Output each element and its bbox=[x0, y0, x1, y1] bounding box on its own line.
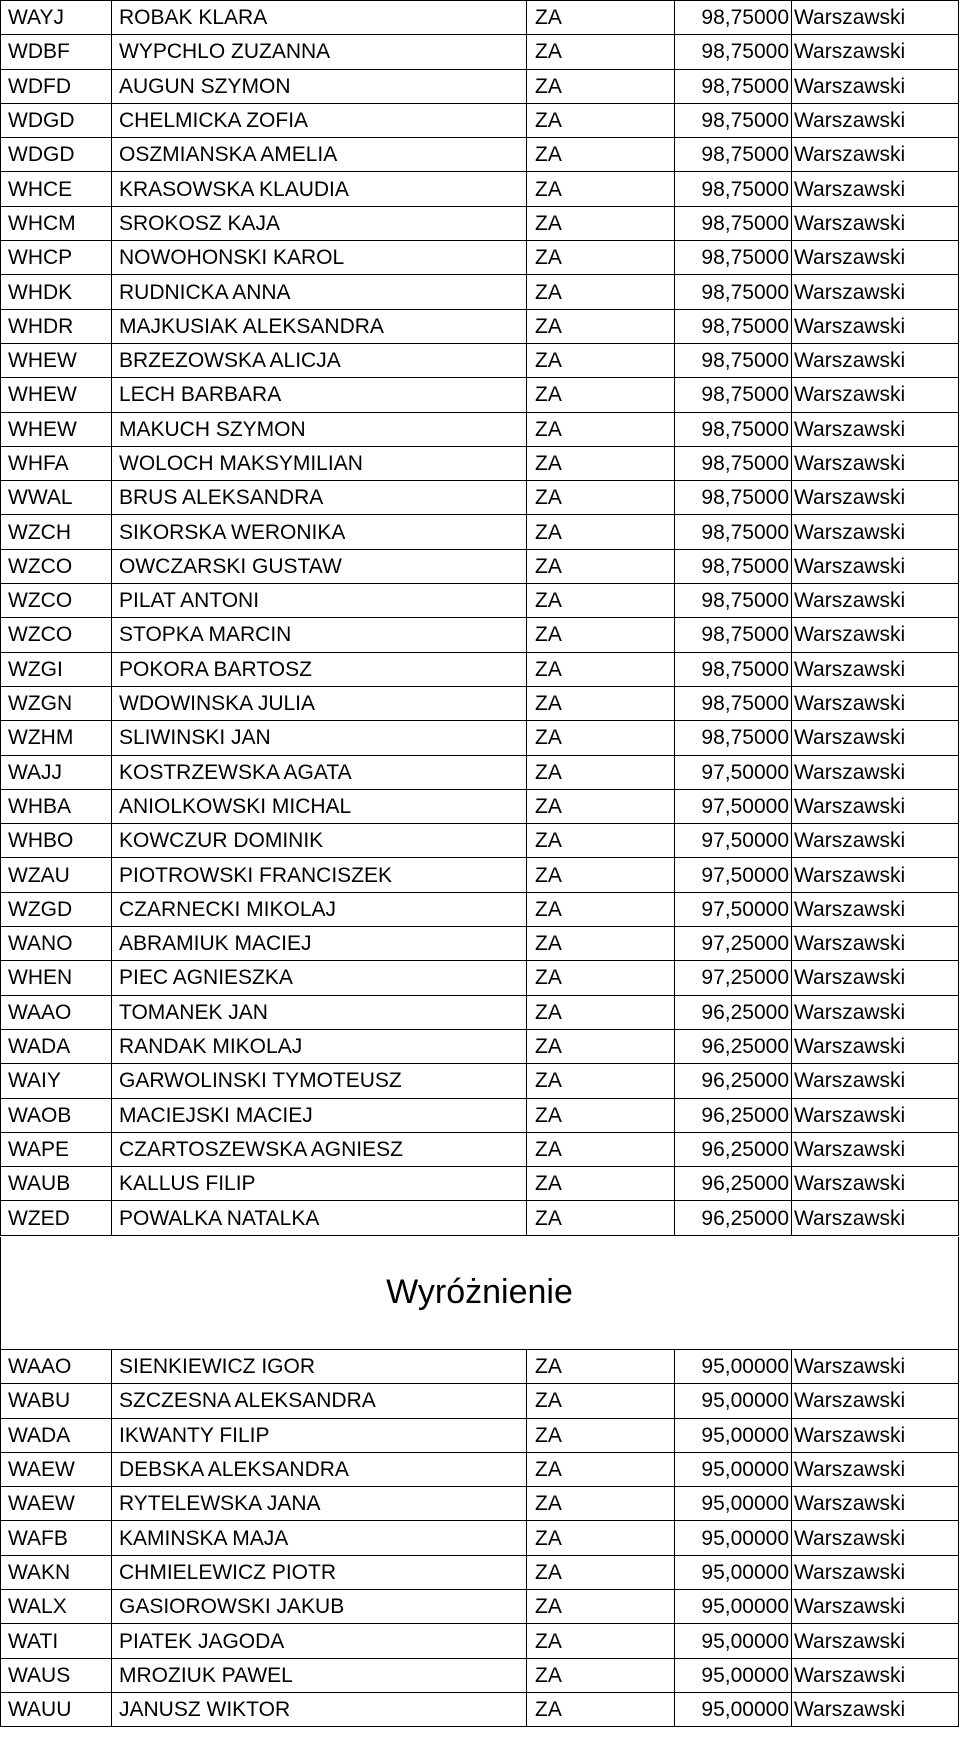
school-code-cell: WHEN bbox=[1, 961, 112, 995]
district-cell: Warszawski bbox=[792, 103, 959, 137]
student-name-cell: SLIWINSKI JAN bbox=[112, 721, 527, 755]
score-cell: 97,50000 bbox=[675, 858, 792, 892]
student-name-cell: MAJKUSIAK ALEKSANDRA bbox=[112, 309, 527, 343]
district-cell: Warszawski bbox=[792, 686, 959, 720]
school-code-cell: WHEW bbox=[1, 378, 112, 412]
school-code-cell: WZCO bbox=[1, 618, 112, 652]
school-code-cell: WAEW bbox=[1, 1487, 112, 1521]
district-cell: Warszawski bbox=[792, 1418, 959, 1452]
district-cell: Warszawski bbox=[792, 618, 959, 652]
score-cell: 97,25000 bbox=[675, 961, 792, 995]
score-cell: 96,25000 bbox=[675, 1098, 792, 1132]
table-row bbox=[1, 1064, 959, 1098]
district-cell: Warszawski bbox=[792, 652, 959, 686]
table-row bbox=[1, 1624, 959, 1658]
student-name-cell: AUGUN SZYMON bbox=[112, 69, 527, 103]
school-code-cell: WATI bbox=[1, 1624, 112, 1658]
result-category-cell: ZA bbox=[527, 1029, 675, 1063]
district-cell: Warszawski bbox=[792, 1098, 959, 1132]
school-code-cell: WAEW bbox=[1, 1452, 112, 1486]
school-code-cell: WDFD bbox=[1, 69, 112, 103]
table-row bbox=[1, 824, 959, 858]
district-cell: Warszawski bbox=[792, 481, 959, 515]
school-code-cell: WANO bbox=[1, 927, 112, 961]
table-row bbox=[1, 1132, 959, 1166]
student-name-cell: DEBSKA ALEKSANDRA bbox=[112, 1452, 527, 1486]
school-code-cell: WAIY bbox=[1, 1064, 112, 1098]
score-cell: 97,50000 bbox=[675, 789, 792, 823]
student-name-cell: SIKORSKA WERONIKA bbox=[112, 515, 527, 549]
student-name-cell: SROKOSZ KAJA bbox=[112, 206, 527, 240]
student-name-cell: GARWOLINSKI TYMOTEUSZ bbox=[112, 1064, 527, 1098]
district-cell: Warszawski bbox=[792, 35, 959, 69]
result-category-cell: ZA bbox=[527, 995, 675, 1029]
score-cell: 98,75000 bbox=[675, 686, 792, 720]
student-name-cell: OSZMIANSKA AMELIA bbox=[112, 138, 527, 172]
district-cell: Warszawski bbox=[792, 1, 959, 35]
school-code-cell: WAJJ bbox=[1, 755, 112, 789]
table-row bbox=[1, 446, 959, 480]
result-category-cell: ZA bbox=[527, 961, 675, 995]
district-cell: Warszawski bbox=[792, 995, 959, 1029]
score-cell: 98,75000 bbox=[675, 652, 792, 686]
school-code-cell: WHDK bbox=[1, 275, 112, 309]
score-cell: 96,25000 bbox=[675, 1029, 792, 1063]
table-row bbox=[1, 892, 959, 926]
result-category-cell: ZA bbox=[527, 789, 675, 823]
results-table-bottom-body bbox=[1, 1350, 959, 1727]
student-name-cell: PILAT ANTONI bbox=[112, 584, 527, 618]
student-name-cell: KAMINSKA MAJA bbox=[112, 1521, 527, 1555]
student-name-cell: CHMIELEWICZ PIOTR bbox=[112, 1555, 527, 1589]
student-name-cell: IKWANTY FILIP bbox=[112, 1418, 527, 1452]
score-cell: 98,75000 bbox=[675, 481, 792, 515]
score-cell: 95,00000 bbox=[675, 1384, 792, 1418]
table-row bbox=[1, 172, 959, 206]
result-category-cell: ZA bbox=[527, 1350, 675, 1384]
score-cell: 96,25000 bbox=[675, 995, 792, 1029]
school-code-cell: WAUB bbox=[1, 1167, 112, 1201]
district-cell: Warszawski bbox=[792, 927, 959, 961]
table-row bbox=[1, 1521, 959, 1555]
district-cell: Warszawski bbox=[792, 446, 959, 480]
school-code-cell: WHEW bbox=[1, 412, 112, 446]
result-category-cell: ZA bbox=[527, 1624, 675, 1658]
table-row bbox=[1, 1590, 959, 1624]
table-row bbox=[1, 1, 959, 35]
school-code-cell: WHCE bbox=[1, 172, 112, 206]
table-row bbox=[1, 138, 959, 172]
table-row bbox=[1, 686, 959, 720]
school-code-cell: WAKN bbox=[1, 1555, 112, 1589]
result-category-cell: ZA bbox=[527, 721, 675, 755]
school-code-cell: WWAL bbox=[1, 481, 112, 515]
score-cell: 97,50000 bbox=[675, 892, 792, 926]
student-name-cell: LECH BARBARA bbox=[112, 378, 527, 412]
table-row bbox=[1, 927, 959, 961]
score-cell: 98,75000 bbox=[675, 1, 792, 35]
school-code-cell: WHBA bbox=[1, 789, 112, 823]
school-code-cell: WALX bbox=[1, 1590, 112, 1624]
score-cell: 98,75000 bbox=[675, 412, 792, 446]
school-code-cell: WAOB bbox=[1, 1098, 112, 1132]
score-cell: 98,75000 bbox=[675, 309, 792, 343]
district-cell: Warszawski bbox=[792, 1521, 959, 1555]
result-category-cell: ZA bbox=[527, 378, 675, 412]
student-name-cell: CZARNECKI MIKOLAJ bbox=[112, 892, 527, 926]
score-cell: 95,00000 bbox=[675, 1658, 792, 1692]
school-code-cell: WAYJ bbox=[1, 1, 112, 35]
student-name-cell: PIOTROWSKI FRANCISZEK bbox=[112, 858, 527, 892]
school-code-cell: WZED bbox=[1, 1201, 112, 1235]
district-cell: Warszawski bbox=[792, 824, 959, 858]
school-code-cell: WZGN bbox=[1, 686, 112, 720]
result-category-cell: ZA bbox=[527, 1555, 675, 1589]
student-name-cell: WDOWINSKA JULIA bbox=[112, 686, 527, 720]
table-row bbox=[1, 103, 959, 137]
result-category-cell: ZA bbox=[527, 1132, 675, 1166]
result-category-cell: ZA bbox=[527, 1064, 675, 1098]
district-cell: Warszawski bbox=[792, 515, 959, 549]
result-category-cell: ZA bbox=[527, 1590, 675, 1624]
score-cell: 97,50000 bbox=[675, 824, 792, 858]
table-row bbox=[1, 481, 959, 515]
student-name-cell: WYPCHLO ZUZANNA bbox=[112, 35, 527, 69]
table-row bbox=[1, 1098, 959, 1132]
score-cell: 98,75000 bbox=[675, 618, 792, 652]
student-name-cell: PIATEK JAGODA bbox=[112, 1624, 527, 1658]
score-cell: 98,75000 bbox=[675, 721, 792, 755]
school-code-cell: WADA bbox=[1, 1418, 112, 1452]
student-name-cell: BRZEZOWSKA ALICJA bbox=[112, 343, 527, 377]
table-row bbox=[1, 755, 959, 789]
student-name-cell: NOWOHONSKI KAROL bbox=[112, 241, 527, 275]
result-category-cell: ZA bbox=[527, 1, 675, 35]
result-category-cell: ZA bbox=[527, 172, 675, 206]
result-category-cell: ZA bbox=[527, 858, 675, 892]
result-category-cell: ZA bbox=[527, 241, 675, 275]
student-name-cell: ABRAMIUK MACIEJ bbox=[112, 927, 527, 961]
student-name-cell: RANDAK MIKOLAJ bbox=[112, 1029, 527, 1063]
table-row bbox=[1, 1555, 959, 1589]
student-name-cell: KALLUS FILIP bbox=[112, 1167, 527, 1201]
result-category-cell: ZA bbox=[527, 1658, 675, 1692]
school-code-cell: WHCP bbox=[1, 241, 112, 275]
result-category-cell: ZA bbox=[527, 618, 675, 652]
district-cell: Warszawski bbox=[792, 721, 959, 755]
student-name-cell: KOWCZUR DOMINIK bbox=[112, 824, 527, 858]
score-cell: 95,00000 bbox=[675, 1418, 792, 1452]
score-cell: 98,75000 bbox=[675, 69, 792, 103]
table-row bbox=[1, 584, 959, 618]
table-row bbox=[1, 343, 959, 377]
school-code-cell: WAFB bbox=[1, 1521, 112, 1555]
result-category-cell: ZA bbox=[527, 412, 675, 446]
school-code-cell: WAPE bbox=[1, 1132, 112, 1166]
score-cell: 95,00000 bbox=[675, 1692, 792, 1726]
score-cell: 95,00000 bbox=[675, 1487, 792, 1521]
school-code-cell: WAAO bbox=[1, 995, 112, 1029]
score-cell: 96,25000 bbox=[675, 1201, 792, 1235]
district-cell: Warszawski bbox=[792, 1555, 959, 1589]
result-category-cell: ZA bbox=[527, 1521, 675, 1555]
result-category-cell: ZA bbox=[527, 824, 675, 858]
district-cell: Warszawski bbox=[792, 1487, 959, 1521]
table-row bbox=[1, 1452, 959, 1486]
table-row bbox=[1, 309, 959, 343]
score-cell: 98,75000 bbox=[675, 275, 792, 309]
district-cell: Warszawski bbox=[792, 1132, 959, 1166]
results-table-bottom bbox=[0, 1349, 959, 1727]
table-row bbox=[1, 515, 959, 549]
district-cell: Warszawski bbox=[792, 1201, 959, 1235]
table-row bbox=[1, 412, 959, 446]
student-name-cell: KOSTRZEWSKA AGATA bbox=[112, 755, 527, 789]
district-cell: Warszawski bbox=[792, 755, 959, 789]
student-name-cell: SZCZESNA ALEKSANDRA bbox=[112, 1384, 527, 1418]
district-cell: Warszawski bbox=[792, 172, 959, 206]
result-category-cell: ZA bbox=[527, 515, 675, 549]
table-row bbox=[1, 1350, 959, 1384]
table-row bbox=[1, 858, 959, 892]
result-category-cell: ZA bbox=[527, 206, 675, 240]
score-cell: 95,00000 bbox=[675, 1452, 792, 1486]
district-cell: Warszawski bbox=[792, 69, 959, 103]
table-row bbox=[1, 35, 959, 69]
result-category-cell: ZA bbox=[527, 652, 675, 686]
result-category-cell: ZA bbox=[527, 1418, 675, 1452]
table-row bbox=[1, 1692, 959, 1726]
school-code-cell: WDGD bbox=[1, 138, 112, 172]
table-row bbox=[1, 1487, 959, 1521]
district-cell: Warszawski bbox=[792, 1029, 959, 1063]
school-code-cell: WHFA bbox=[1, 446, 112, 480]
school-code-cell: WDGD bbox=[1, 103, 112, 137]
school-code-cell: WABU bbox=[1, 1384, 112, 1418]
table-row bbox=[1, 549, 959, 583]
score-cell: 98,75000 bbox=[675, 241, 792, 275]
score-cell: 95,00000 bbox=[675, 1624, 792, 1658]
score-cell: 98,75000 bbox=[675, 446, 792, 480]
section-title: Wyróżnienie bbox=[386, 1273, 573, 1311]
result-category-cell: ZA bbox=[527, 892, 675, 926]
student-name-cell: RYTELEWSKA JANA bbox=[112, 1487, 527, 1521]
table-row bbox=[1, 1167, 959, 1201]
score-cell: 98,75000 bbox=[675, 206, 792, 240]
school-code-cell: WZGI bbox=[1, 652, 112, 686]
school-code-cell: WZAU bbox=[1, 858, 112, 892]
table-row bbox=[1, 721, 959, 755]
district-cell: Warszawski bbox=[792, 1350, 959, 1384]
school-code-cell: WHCM bbox=[1, 206, 112, 240]
student-name-cell: SIENKIEWICZ IGOR bbox=[112, 1350, 527, 1384]
district-cell: Warszawski bbox=[792, 1167, 959, 1201]
result-category-cell: ZA bbox=[527, 927, 675, 961]
district-cell: Warszawski bbox=[792, 1624, 959, 1658]
district-cell: Warszawski bbox=[792, 1384, 959, 1418]
score-cell: 98,75000 bbox=[675, 515, 792, 549]
student-name-cell: WOLOCH MAKSYMILIAN bbox=[112, 446, 527, 480]
student-name-cell: MROZIUK PAWEL bbox=[112, 1658, 527, 1692]
district-cell: Warszawski bbox=[792, 549, 959, 583]
score-cell: 98,75000 bbox=[675, 172, 792, 206]
student-name-cell: MAKUCH SZYMON bbox=[112, 412, 527, 446]
score-cell: 95,00000 bbox=[675, 1521, 792, 1555]
table-row bbox=[1, 275, 959, 309]
table-row bbox=[1, 1658, 959, 1692]
score-cell: 97,25000 bbox=[675, 927, 792, 961]
score-cell: 98,75000 bbox=[675, 35, 792, 69]
district-cell: Warszawski bbox=[792, 412, 959, 446]
result-category-cell: ZA bbox=[527, 138, 675, 172]
result-category-cell: ZA bbox=[527, 69, 675, 103]
student-name-cell: CZARTOSZEWSKA AGNIESZ bbox=[112, 1132, 527, 1166]
district-cell: Warszawski bbox=[792, 206, 959, 240]
result-category-cell: ZA bbox=[527, 1452, 675, 1486]
result-category-cell: ZA bbox=[527, 686, 675, 720]
student-name-cell: JANUSZ WIKTOR bbox=[112, 1692, 527, 1726]
student-name-cell: ANIOLKOWSKI MICHAL bbox=[112, 789, 527, 823]
student-name-cell: RUDNICKA ANNA bbox=[112, 275, 527, 309]
table-row bbox=[1, 378, 959, 412]
table-row bbox=[1, 618, 959, 652]
school-code-cell: WZCO bbox=[1, 584, 112, 618]
score-cell: 98,75000 bbox=[675, 378, 792, 412]
district-cell: Warszawski bbox=[792, 584, 959, 618]
result-category-cell: ZA bbox=[527, 1487, 675, 1521]
district-cell: Warszawski bbox=[792, 309, 959, 343]
school-code-cell: WHEW bbox=[1, 343, 112, 377]
result-category-cell: ZA bbox=[527, 755, 675, 789]
result-category-cell: ZA bbox=[527, 584, 675, 618]
district-cell: Warszawski bbox=[792, 858, 959, 892]
table-row bbox=[1, 69, 959, 103]
student-name-cell: KRASOWSKA KLAUDIA bbox=[112, 172, 527, 206]
table-row bbox=[1, 961, 959, 995]
score-cell: 98,75000 bbox=[675, 138, 792, 172]
student-name-cell: PIEC AGNIESZKA bbox=[112, 961, 527, 995]
table-row bbox=[1, 652, 959, 686]
result-category-cell: ZA bbox=[527, 481, 675, 515]
result-category-cell: ZA bbox=[527, 446, 675, 480]
district-cell: Warszawski bbox=[792, 961, 959, 995]
student-name-cell: POWALKA NATALKA bbox=[112, 1201, 527, 1235]
result-category-cell: ZA bbox=[527, 35, 675, 69]
district-cell: Warszawski bbox=[792, 138, 959, 172]
result-category-cell: ZA bbox=[527, 1201, 675, 1235]
score-cell: 96,25000 bbox=[675, 1132, 792, 1166]
score-cell: 95,00000 bbox=[675, 1590, 792, 1624]
result-category-cell: ZA bbox=[527, 1692, 675, 1726]
result-category-cell: ZA bbox=[527, 1384, 675, 1418]
student-name-cell: POKORA BARTOSZ bbox=[112, 652, 527, 686]
score-cell: 98,75000 bbox=[675, 343, 792, 377]
school-code-cell: WHBO bbox=[1, 824, 112, 858]
table-row bbox=[1, 1029, 959, 1063]
school-code-cell: WZCH bbox=[1, 515, 112, 549]
table-row bbox=[1, 995, 959, 1029]
result-category-cell: ZA bbox=[527, 1098, 675, 1132]
table-row bbox=[1, 1384, 959, 1418]
result-category-cell: ZA bbox=[527, 309, 675, 343]
district-cell: Warszawski bbox=[792, 1590, 959, 1624]
district-cell: Warszawski bbox=[792, 1452, 959, 1486]
school-code-cell: WADA bbox=[1, 1029, 112, 1063]
student-name-cell: ROBAK KLARA bbox=[112, 1, 527, 35]
table-row bbox=[1, 241, 959, 275]
score-cell: 95,00000 bbox=[675, 1350, 792, 1384]
school-code-cell: WZGD bbox=[1, 892, 112, 926]
score-cell: 96,25000 bbox=[675, 1167, 792, 1201]
district-cell: Warszawski bbox=[792, 378, 959, 412]
result-category-cell: ZA bbox=[527, 549, 675, 583]
student-name-cell: MACIEJSKI MACIEJ bbox=[112, 1098, 527, 1132]
district-cell: Warszawski bbox=[792, 1064, 959, 1098]
district-cell: Warszawski bbox=[792, 241, 959, 275]
district-cell: Warszawski bbox=[792, 343, 959, 377]
result-category-cell: ZA bbox=[527, 103, 675, 137]
school-code-cell: WHDR bbox=[1, 309, 112, 343]
student-name-cell: GASIOROWSKI JAKUB bbox=[112, 1590, 527, 1624]
student-name-cell: TOMANEK JAN bbox=[112, 995, 527, 1029]
result-category-cell: ZA bbox=[527, 343, 675, 377]
district-cell: Warszawski bbox=[792, 275, 959, 309]
district-cell: Warszawski bbox=[792, 1692, 959, 1726]
school-code-cell: WAUU bbox=[1, 1692, 112, 1726]
school-code-cell: WZCO bbox=[1, 549, 112, 583]
table-row bbox=[1, 206, 959, 240]
student-name-cell: BRUS ALEKSANDRA bbox=[112, 481, 527, 515]
district-cell: Warszawski bbox=[792, 789, 959, 823]
table-row bbox=[1, 1418, 959, 1452]
score-cell: 96,25000 bbox=[675, 1064, 792, 1098]
score-cell: 95,00000 bbox=[675, 1555, 792, 1589]
school-code-cell: WAUS bbox=[1, 1658, 112, 1692]
section-heading bbox=[0, 1237, 959, 1350]
score-cell: 98,75000 bbox=[675, 584, 792, 618]
school-code-cell: WZHM bbox=[1, 721, 112, 755]
district-cell: Warszawski bbox=[792, 1658, 959, 1692]
table-row bbox=[1, 789, 959, 823]
district-cell: Warszawski bbox=[792, 892, 959, 926]
table-row bbox=[1, 1201, 959, 1235]
student-name-cell: OWCZARSKI GUSTAW bbox=[112, 549, 527, 583]
score-cell: 98,75000 bbox=[675, 549, 792, 583]
score-cell: 98,75000 bbox=[675, 103, 792, 137]
school-code-cell: WDBF bbox=[1, 35, 112, 69]
results-table-top-body bbox=[1, 1, 959, 1236]
student-name-cell: STOPKA MARCIN bbox=[112, 618, 527, 652]
result-category-cell: ZA bbox=[527, 1167, 675, 1201]
score-cell: 97,50000 bbox=[675, 755, 792, 789]
school-code-cell: WAAO bbox=[1, 1350, 112, 1384]
result-category-cell: ZA bbox=[527, 275, 675, 309]
student-name-cell: CHELMICKA ZOFIA bbox=[112, 103, 527, 137]
